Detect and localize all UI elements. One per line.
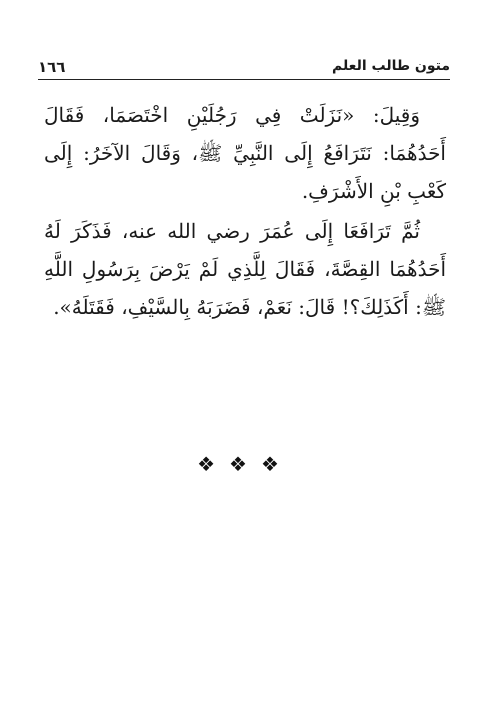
page-header <box>38 56 450 80</box>
body-text <box>44 96 446 326</box>
paragraph-1: وَقِيلَ: «نَزَلَتْ فِي رَجُلَيْنِ اخْتَصَمَا، فَقَالَ أَحَدُهُمَا: نَتَرَافَعُ إِلَى النَّبِيِّ ﷺ، وَقَالَ الآخَرُ: إِلَى كَعْبِ بْنِ الأَشْرَفِ. <box>44 103 446 203</box>
header-divider <box>38 79 450 80</box>
paragraph-2: ثُمَّ تَرَافَعَا إِلَى عُمَرَ رضي الله عنه، فَذَكَرَ لَهُ أَحَدُهُمَا القِصَّةَ، فَقَالَ لِلَّذِي لَمْ يَرْضَ بِرَسُولِ اللَّهِ ﷺ: أَكَذَلِكَ؟! قَالَ: نَعَمْ، فَضَرَبَهُ بِالسَّيْفِ، فَقَتَلَهُ». <box>44 219 447 319</box>
section-ornament: ❖❖❖ <box>197 452 293 476</box>
running-header-title: متون طالب العلم <box>331 58 450 74</box>
page-number: ١٦٦ <box>38 58 66 76</box>
